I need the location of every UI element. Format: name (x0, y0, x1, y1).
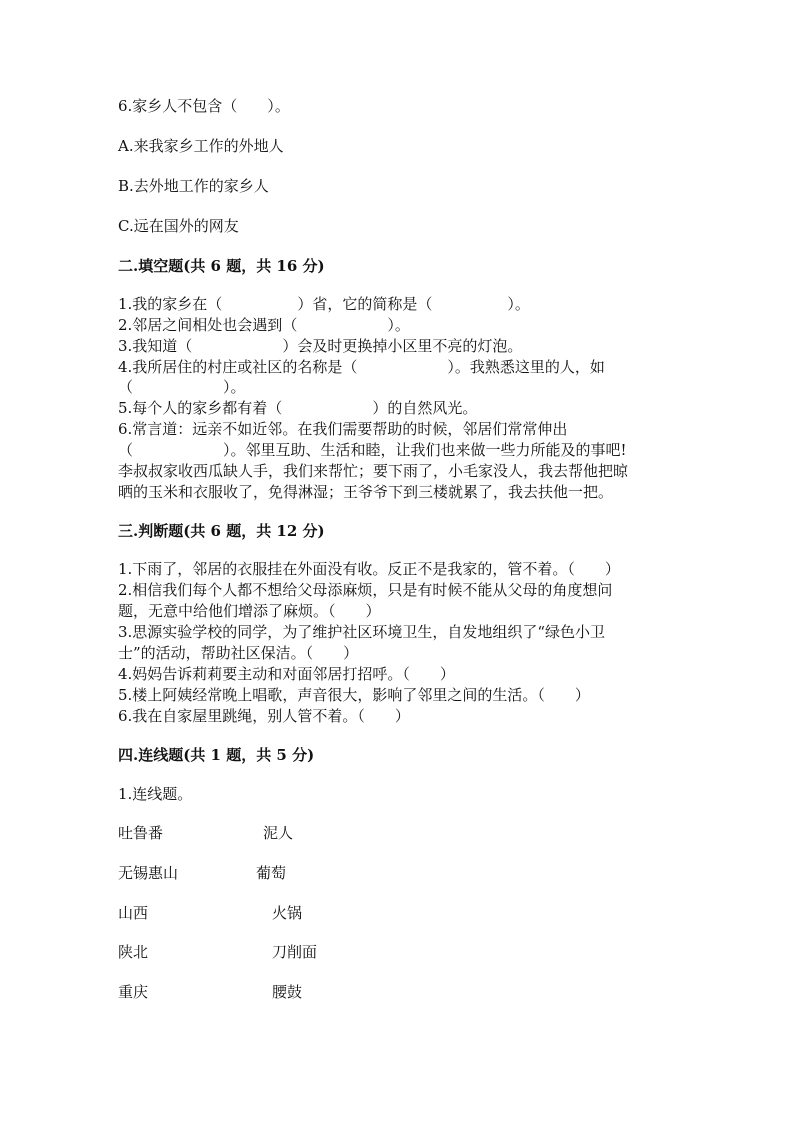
true-false-line: 题，无意中给他们增添了麻烦。（ ） (118, 602, 381, 620)
question-6-option-c: C.远在国外的网友 (118, 217, 239, 235)
matching-right-item: 火锅 (272, 904, 303, 922)
matching-right-item: 葡萄 (256, 864, 287, 882)
matching-right-item: 刀削面 (272, 943, 318, 961)
matching-left-item: 重庆 (118, 983, 149, 1001)
fill-blank-line: （ ）。邻里互助、生活和睦，让我们也来做一些力所能及的事吧! (118, 441, 627, 459)
true-false-line: 5.楼上阿姨经常晚上唱歌，声音很大，影响了邻里之间的生活。（ ） (118, 686, 590, 704)
fill-blank-line: 3.我知道（ ）会及时更换掉小区里不亮的灯泡。 (118, 337, 523, 355)
fill-blank-line: 1.我的家乡在（ ）省，它的简称是（ ）。 (118, 295, 530, 313)
true-false-line: 4.妈妈告诉莉莉要主动和对面邻居打招呼。（ ） (118, 665, 455, 683)
matching-question: 1.连线题。 (118, 785, 193, 803)
true-false-line: 3.思源实验学校的同学，为了维护社区环境卫生，自发地组织了“绿色小卫 (118, 623, 605, 641)
question-6-stem: 6.家乡人不包含（ ）。 (118, 97, 290, 115)
fill-blank-line: 李叔叔家收西瓜缺人手，我们来帮忙；要下雨了，小毛家没人，我去帮他把晾 (118, 462, 629, 480)
question-6-option-b: B.去外地工作的家乡人 (118, 177, 269, 195)
fill-blank-line: 2.邻居之间相处也会遇到（ ）。 (118, 316, 410, 334)
section-heading-matching: 四.连线题(共 1 题，共 5 分) (118, 746, 315, 764)
fill-blank-line: 晒的玉米和衣服收了，免得淋湿；王爷爷下到三楼就累了，我去扶他一把。 (118, 483, 614, 501)
question-6-option-a: A.来我家乡工作的外地人 (118, 137, 284, 155)
matching-left-item: 陕北 (118, 943, 149, 961)
true-false-line: 6.我在自家屋里跳绳，别人管不着。（ ） (118, 707, 410, 725)
true-false-line: 1.下雨了，邻居的衣服挂在外面没有收。反正不是我家的，管不着。（ ） (118, 560, 620, 578)
matching-left-item: 无锡惠山 (118, 864, 179, 882)
matching-right-item: 腰鼓 (272, 983, 303, 1001)
matching-left-item: 吐鲁番 (118, 824, 164, 842)
section-heading-true-false: 三.判断题(共 6 题，共 12 分) (118, 522, 325, 540)
fill-blank-line: 6.常言道：远亲不如近邻。在我们需要帮助的时候，邻居们常常伸出 (118, 420, 568, 438)
true-false-line: 2.相信我们每个人都不想给父母添麻烦，只是有时候不能从父母的角度想问 (118, 581, 613, 599)
fill-blank-line: 5.每个人的家乡都有着（ ）的自然风光。 (118, 399, 478, 417)
section-heading-fill-blank: 二.填空题(共 6 题，共 16 分) (118, 257, 325, 275)
fill-blank-line: （ ）。 (118, 378, 246, 396)
matching-right-item: 泥人 (263, 824, 294, 842)
fill-blank-line: 4.我所居住的村庄或社区的名称是（ ）。我熟悉这里的人，如 (118, 358, 605, 376)
matching-left-item: 山西 (118, 904, 149, 922)
true-false-line: 士”的活动，帮助社区保洁。（ ） (118, 644, 359, 662)
